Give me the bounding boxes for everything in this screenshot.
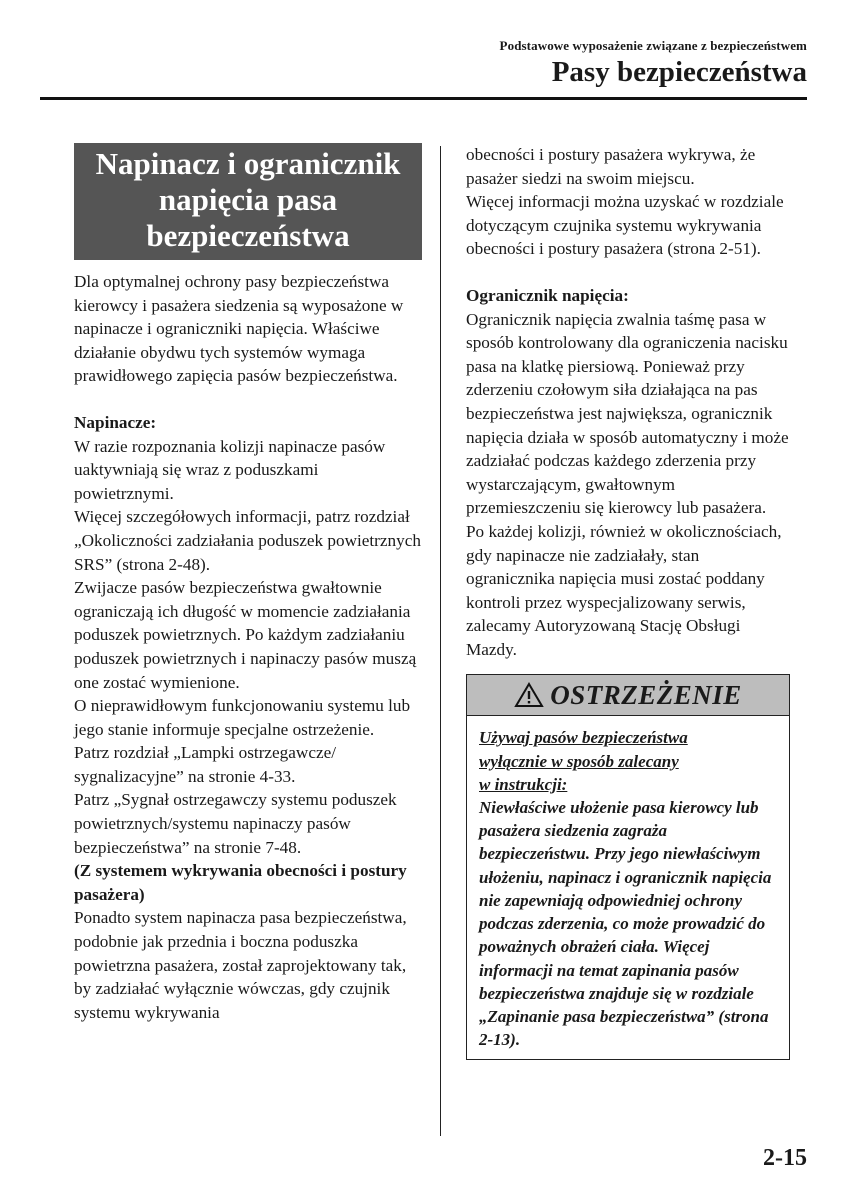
detection-paragraph: Ponadto system napinacza pasa bezpieczeństwa, podobnie jak przednia i boczna poduszka powietrzna pasażera, został zaprojektowany tak, by zadziałać wyłącznie wówczas, gdy czujnik systemu wykrywania: [74, 908, 407, 1022]
continued-paragraph: Więcej informacji można uzyskać w rozdziale dotyczącym czujnika systemu wykrywania obecności i postury pasażera (strona 2-51).: [466, 192, 784, 259]
napinacze-paragraph: O nieprawidłowym funkcjonowaniu systemu lub jego stanie informuje specjalne ostrzeżenie.: [74, 696, 411, 739]
section-title-line: Napinacz i ogranicznik: [95, 146, 401, 181]
warning-triangle-icon: [514, 682, 544, 708]
limiter-heading: Ogranicznik napięcia:: [466, 285, 629, 305]
limiter-paragraph: Ogranicznik napięcia zwalnia taśmę pasa w sposób kontrolowany dla ograniczenia nacisku pasa na klatkę piersiową. Ponieważ przy zderzeniu czołowym siła działająca na pas bezpieczeństwa jest największa, ogranicznik napięcia działa w sposób automatyczny i może zadziałać podczas każdego zderzenia przy wystarczającym, gwałtownym przemieszczeniu się kierowcy lub pasażera.: [466, 309, 789, 518]
continued-paragraph: obecności i postury pasażera wykrywa, że pasażer siedzi na swoim miejscu.: [466, 145, 756, 188]
column-divider: [440, 146, 441, 1136]
section-title-line: bezpieczeństwa: [146, 218, 350, 253]
napinacze-paragraph: W razie rozpoznania kolizji napinacze pasów uaktywniają się wraz z poduszkami powietrznymi.: [74, 436, 386, 503]
header-rule: [40, 97, 807, 100]
intro-paragraph: Dla optymalnej ochrony pasy bezpieczeństwa kierowcy i pasażera siedzenia są wyposażone w napinacze i ograniczniki napięcia. Właściwe działanie obydwu tych systemów wymaga prawidłowego zapięcia pasów bezpieczeństwa.: [74, 272, 404, 386]
section-title-line: napięcia pasa: [158, 182, 338, 217]
detection-heading: (Z systemem wykrywania obecności i postury pasażera): [74, 861, 407, 904]
warning-header: [467, 675, 789, 716]
warning-body: [467, 716, 789, 1059]
warning-lead-line: w instrukcji:: [479, 774, 568, 794]
napinacze-paragraph: Zwijacze pasów bezpieczeństwa gwałtownie ograniczają ich długość w momencie zadziałania poduszek powietrznych. Po każdym zadziałaniu poduszek powietrznych i napinaczy pasów muszą one zostać wymienione.: [74, 578, 417, 692]
warning-label: OSTRZEŻENIE: [550, 679, 742, 710]
napinacze-paragraph: Więcej szczegółowych informacji, patrz rozdział „Okoliczności zadziałania poduszek powietrznych SRS” (strona 2-48).: [74, 507, 421, 574]
napinacze-paragraph: Patrz rozdział „Lampki ostrzegawcze/ sygnalizacyjne” na stronie 4-33.: [74, 743, 336, 786]
section-title-box: [74, 143, 422, 260]
right-column: [466, 143, 790, 1060]
warning-box: [466, 674, 790, 1060]
napinacze-paragraph: Patrz „Sygnał ostrzegawczy systemu poduszek powietrznych/systemu napinaczy pasów bezpieczeństwa” na stronie 7-48.: [74, 790, 397, 857]
running-header-title: Pasy bezpieczeństwa: [551, 56, 807, 88]
napinacze-heading: Napinacze:: [74, 412, 157, 432]
left-column: [74, 143, 422, 1024]
limiter-paragraph: Po każdej kolizji, również w okolicznościach, gdy napinacze nie zadziałały, stan ogranicznika napięcia musi zostać poddany kontroli przez wyspecjalizowany serwis, zalecamy Autoryzowaną Stację Obsługi Mazdy.: [466, 521, 782, 659]
page-number: 2-15: [763, 1145, 807, 1171]
warning-lead-line: wyłącznie w sposób zalecany: [479, 751, 679, 771]
warning-lead-line: Używaj pasów bezpieczeństwa: [479, 728, 688, 748]
warning-text: Niewłaściwe ułożenie pasa kierowcy lub pasażera siedzenia zagraża bezpieczeństwu. Przy jego niewłaściwym ułożeniu, napinacz i ogranicznik napięcia nie zapewniają odpowiedniej ochrony podczas zderzenia, co może prowadzić do poważnych obrażeń ciała. Więcej informacji na temat zapinania pasów bezpieczeństwa znajduje się w rozdziale „Zapinanie pasa bezpieczeństwa” (strona 2-13).: [479, 798, 772, 1050]
running-header-subtitle: Podstawowe wyposażenie związane z bezpieczeństwem: [499, 38, 807, 53]
